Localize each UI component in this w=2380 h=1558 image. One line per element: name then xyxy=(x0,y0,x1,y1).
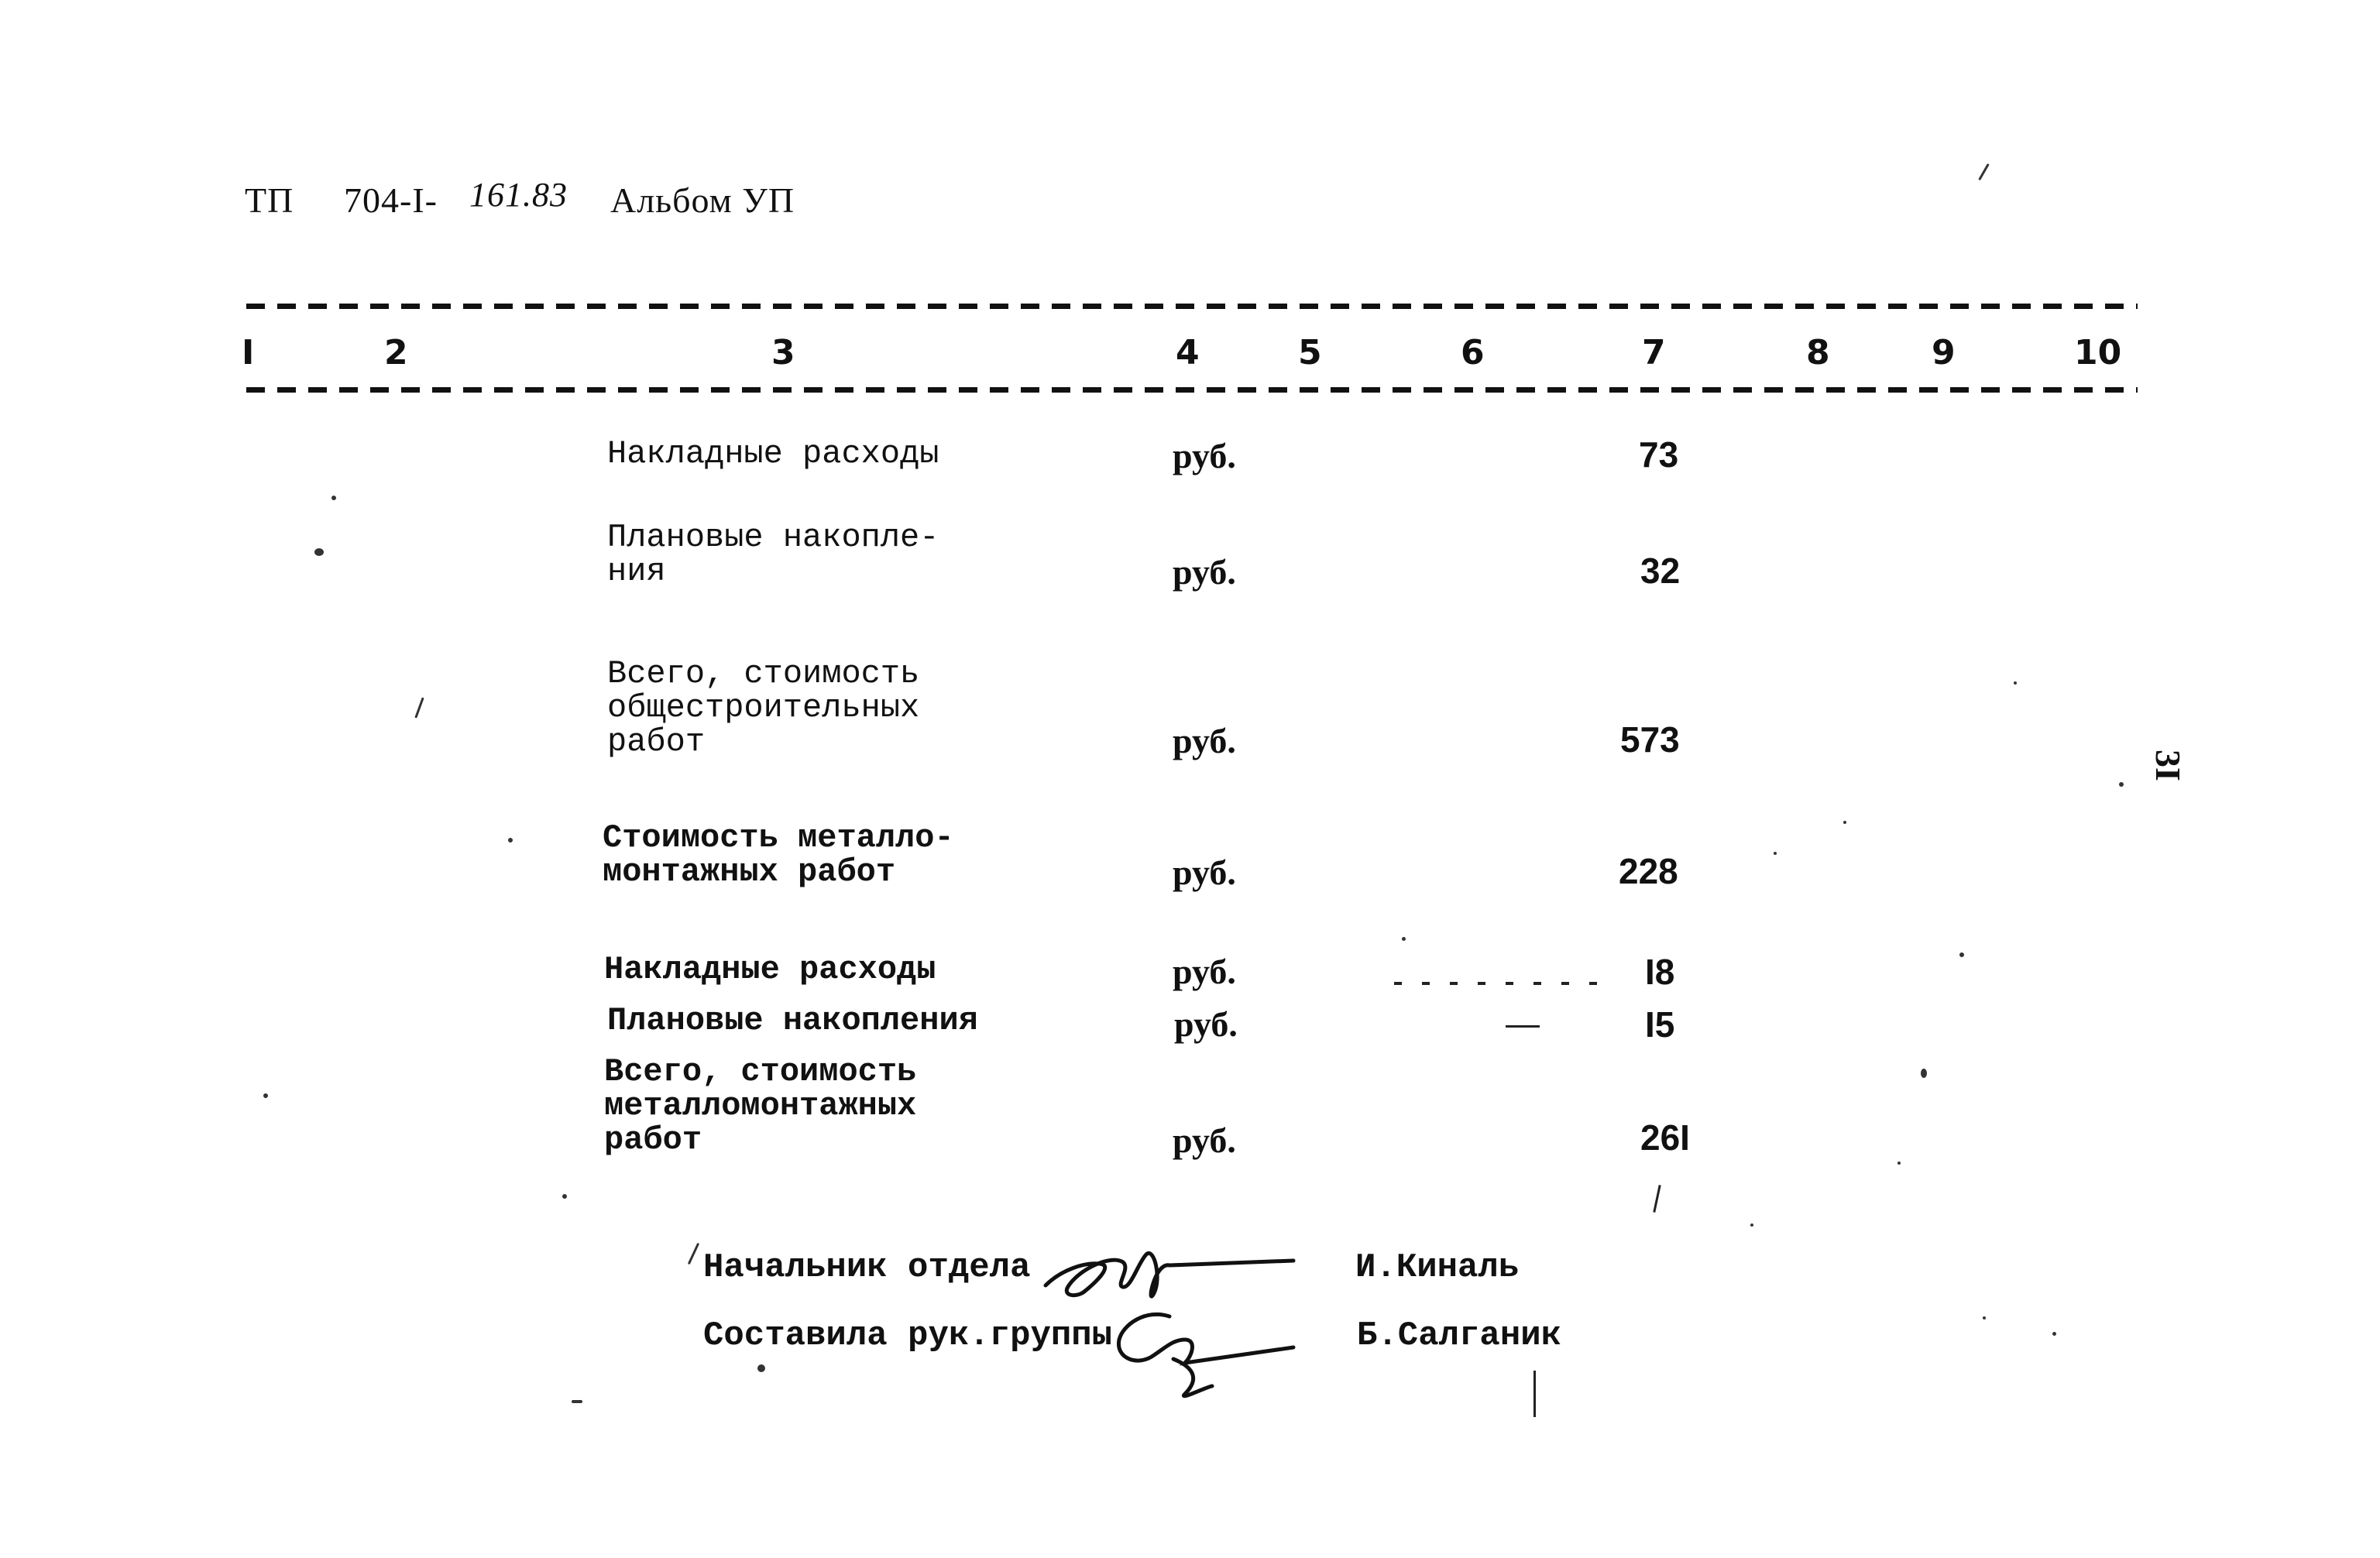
column-number: 4 xyxy=(1176,333,1200,372)
column-number: 2 xyxy=(384,333,408,372)
dash-mark xyxy=(1506,1025,1540,1028)
scan-speck xyxy=(688,1243,699,1265)
tick-mark xyxy=(1533,1371,1536,1417)
column-number: 5 xyxy=(1298,333,1322,372)
scan-speck xyxy=(2014,681,2017,685)
signature-name: И.Киналь xyxy=(1355,1248,1520,1287)
row-unit: руб. xyxy=(1173,952,1236,991)
table-header-rule xyxy=(246,387,2138,393)
row-label: Плановые накопле- ния xyxy=(607,519,939,590)
scan-speck xyxy=(757,1364,765,1372)
scan-speck xyxy=(2052,1332,2056,1336)
scan-speck xyxy=(1959,952,1964,957)
row-value: 573 xyxy=(1620,719,1680,760)
scan-speck xyxy=(572,1400,582,1403)
doc-number-handwritten: 161.83 xyxy=(469,176,568,214)
row-unit: руб. xyxy=(1173,1120,1236,1160)
scan-speck xyxy=(414,697,424,718)
column-number: I xyxy=(242,333,255,372)
scan-speck xyxy=(1843,821,1846,824)
scan-speck xyxy=(1750,1223,1753,1227)
row-value: 32 xyxy=(1640,551,1681,591)
page-number: 3I xyxy=(2148,750,2188,781)
row-unit: руб. xyxy=(1173,853,1236,892)
row-unit: руб. xyxy=(1173,436,1236,475)
handwritten-signature-icon xyxy=(1038,1231,1317,1417)
signature-name: Б.Салганик xyxy=(1357,1316,1562,1355)
column-number: 7 xyxy=(1642,333,1666,372)
column-number: 6 xyxy=(1461,333,1485,372)
row-label: Плановые накопления xyxy=(607,1002,978,1039)
scan-speck xyxy=(1774,852,1777,855)
row-value: 26I xyxy=(1640,1117,1690,1158)
scan-speck xyxy=(1978,163,1990,180)
doc-number: 704-I- xyxy=(344,180,438,220)
row-label: Накладные расходы xyxy=(604,951,936,988)
album-label: Альбом УП xyxy=(610,180,795,220)
scan-speck xyxy=(331,496,336,500)
signature-role: Начальник отдела xyxy=(703,1248,1031,1287)
row-unit: руб. xyxy=(1173,721,1236,760)
table-top-rule xyxy=(246,304,2138,309)
scan-speck xyxy=(1402,937,1406,941)
scan-speck xyxy=(562,1194,567,1199)
row-value: 73 xyxy=(1639,434,1679,475)
dotted-leader xyxy=(1394,982,1603,985)
row-label: Всего, стоимость общестроительных работ xyxy=(607,655,920,760)
tick-mark xyxy=(1653,1185,1661,1213)
row-unit: руб. xyxy=(1174,1004,1238,1044)
column-number: 8 xyxy=(1806,333,1830,372)
column-number: 10 xyxy=(2074,333,2122,372)
scan-speck xyxy=(263,1093,268,1098)
scan-speck xyxy=(314,548,324,556)
scan-speck xyxy=(2119,782,2124,787)
scan-speck xyxy=(1921,1069,1927,1078)
column-number: 9 xyxy=(1932,333,1956,372)
row-label: Всего, стоимость металломонтажных работ xyxy=(604,1053,917,1158)
signature-role: Составила рук.группы xyxy=(703,1316,1113,1355)
row-value: 228 xyxy=(1619,851,1678,891)
row-value: I8 xyxy=(1645,952,1675,992)
scan-speck xyxy=(508,838,513,842)
row-label: Накладные расходы xyxy=(607,435,939,472)
scan-speck xyxy=(1897,1162,1901,1165)
row-label: Стоимость металло- монтажных работ xyxy=(603,819,954,891)
scan-speck xyxy=(1983,1316,1986,1319)
row-unit: руб. xyxy=(1173,552,1236,592)
doc-code: ТП xyxy=(245,180,294,220)
row-value: I5 xyxy=(1645,1004,1675,1045)
column-number: 3 xyxy=(771,333,795,372)
